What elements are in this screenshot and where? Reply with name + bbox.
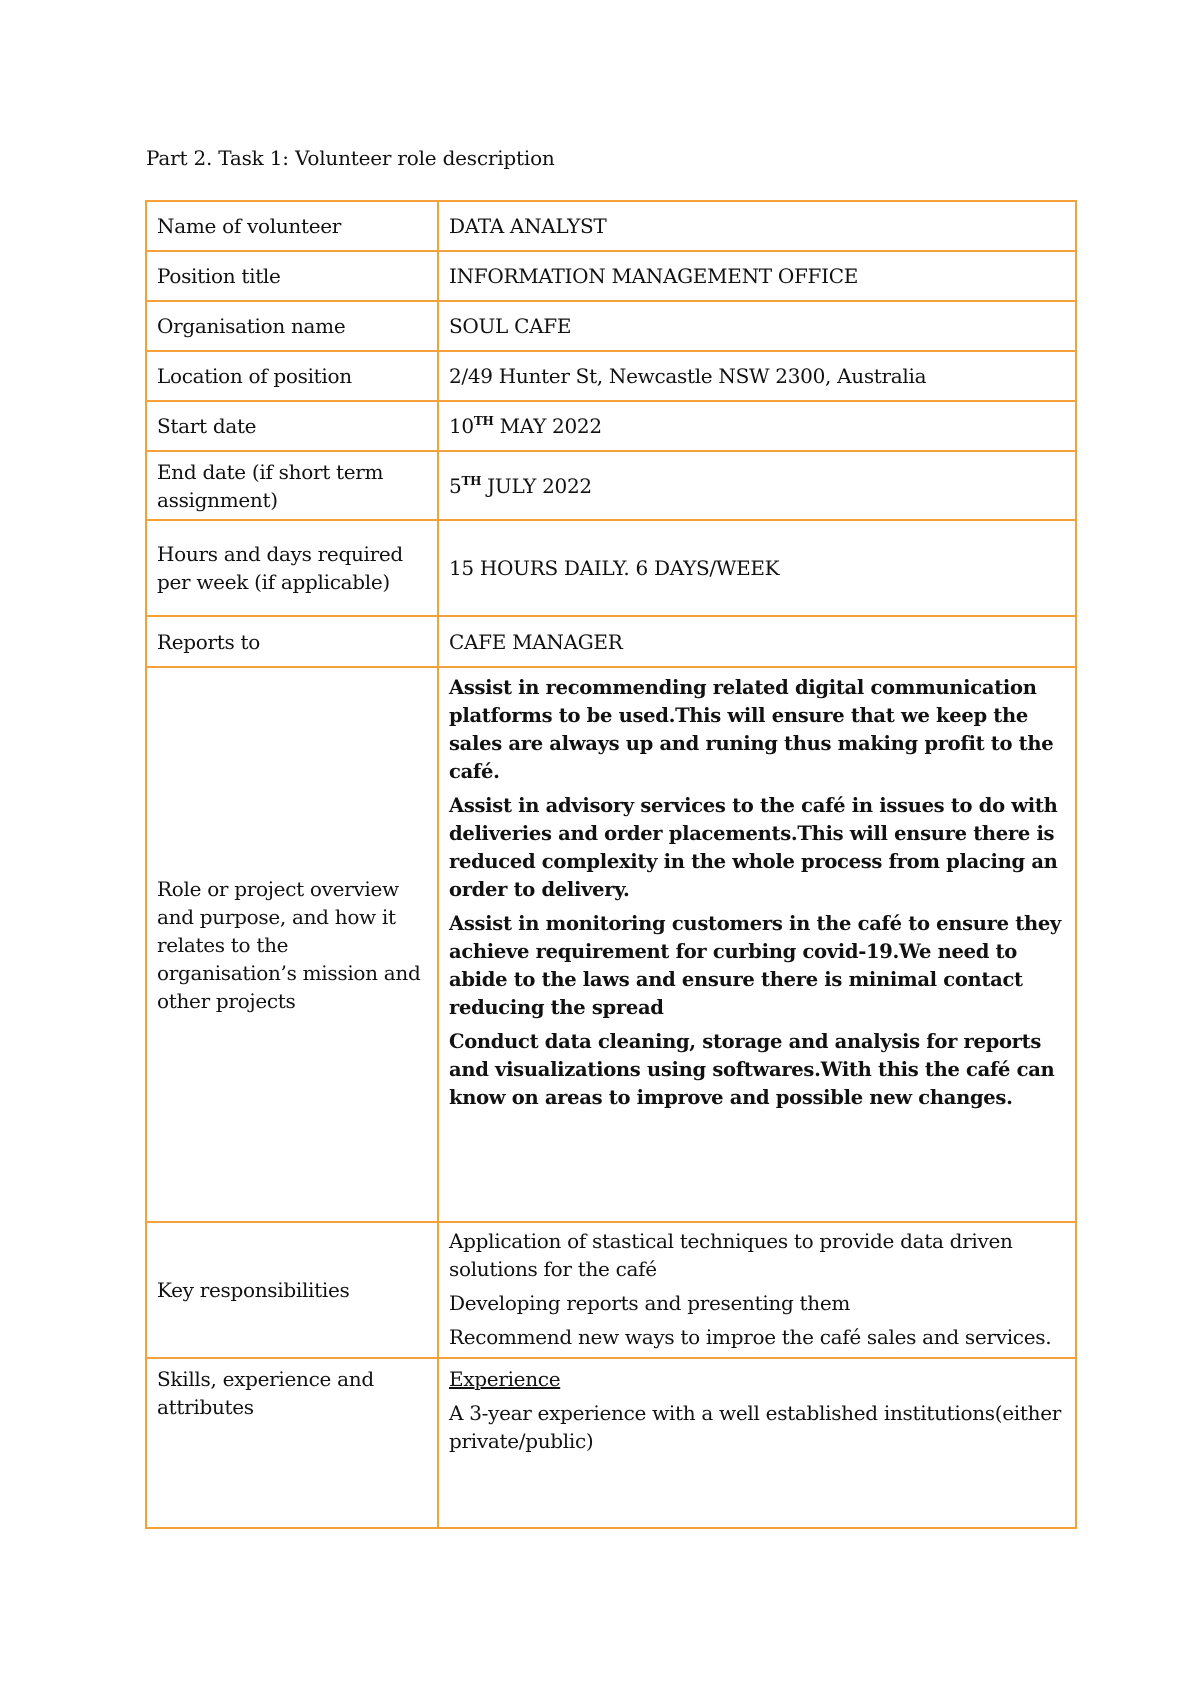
start-day: 10 xyxy=(449,414,474,438)
hours-label: Hours and days required per week (if applicable) xyxy=(146,520,438,616)
role-overview-value xyxy=(438,667,1076,1222)
responsibility-item: Recommend new ways to improe the café sales and services. xyxy=(449,1325,1052,1349)
end-day-suffix: TH xyxy=(461,473,482,488)
end-date-label: End date (if short term assignment) xyxy=(146,451,438,520)
table-row xyxy=(146,616,1076,667)
end-date-value xyxy=(438,451,1076,520)
table-row xyxy=(146,351,1076,401)
responsibilities-value xyxy=(438,1222,1076,1358)
reports-to-value: CAFE MANAGER xyxy=(438,616,1076,667)
name-value: DATA ANALYST xyxy=(438,201,1076,251)
organisation-value: SOUL CAFE xyxy=(438,301,1076,351)
hours-value: 15 HOURS DAILY. 6 DAYS/WEEK xyxy=(438,520,1076,616)
responsibility-item: Application of stastical techniques to provide data driven solutions for the café xyxy=(449,1229,1013,1281)
location-value: 2/49 Hunter St, Newcastle NSW 2300, Australia xyxy=(438,351,1076,401)
end-month-year: JULY 2022 xyxy=(481,473,592,498)
role-paragraph: Assist in advisory services to the café in issues to do with deliveries and order placements.This will ensure there is reduced complexity in the whole process from placing an order to delivery. xyxy=(449,794,1058,901)
experience-text: A 3-year experience with a well established institutions(either private/public) xyxy=(449,1401,1062,1453)
table-row xyxy=(146,1358,1076,1528)
position-label: Position title xyxy=(146,251,438,301)
experience-subheading: Experience xyxy=(449,1367,561,1391)
role-paragraph: Conduct data cleaning, storage and analysis for reports and visualizations using softwares.With this the café can know on areas to improve and possible new changes. xyxy=(449,1030,1055,1109)
name-label: Name of volunteer xyxy=(146,201,438,251)
table-row xyxy=(146,520,1076,616)
table-row xyxy=(146,401,1076,451)
table-row xyxy=(146,301,1076,351)
table-row xyxy=(146,201,1076,251)
start-date-value xyxy=(438,401,1076,451)
role-overview-label: Role or project overview and purpose, and how it relates to the organisation’s mission and other projects xyxy=(146,667,438,1222)
organisation-label: Organisation name xyxy=(146,301,438,351)
responsibility-item: Developing reports and presenting them xyxy=(449,1291,851,1315)
start-month-year: MAY 2022 xyxy=(493,414,602,438)
role-description-table xyxy=(145,200,1077,1529)
table-row xyxy=(146,667,1076,1222)
location-label: Location of position xyxy=(146,351,438,401)
start-day-suffix: TH xyxy=(473,414,494,428)
table-row xyxy=(146,451,1076,520)
role-paragraph: Assist in recommending related digital communication platforms to be used.This will ensure that we keep the sales are always up and runing thus making profit to the café. xyxy=(449,676,1054,783)
skills-value xyxy=(438,1358,1076,1528)
table-row xyxy=(146,1222,1076,1358)
skills-label: Skills, experience and attributes xyxy=(146,1358,438,1528)
position-value: INFORMATION MANAGEMENT OFFICE xyxy=(438,251,1076,301)
start-date-label: Start date xyxy=(146,401,438,451)
table-row xyxy=(146,251,1076,301)
end-day: 5 xyxy=(449,473,462,498)
page-title: Part 2. Task 1: Volunteer role description xyxy=(146,146,555,170)
responsibilities-label: Key responsibilities xyxy=(146,1222,438,1358)
reports-to-label: Reports to xyxy=(146,616,438,667)
role-paragraph: Assist in monitoring customers in the café to ensure they achieve requirement for curbing covid-19.We need to abide to the laws and ensure there is minimal contact reducing the spread xyxy=(449,912,1061,1019)
